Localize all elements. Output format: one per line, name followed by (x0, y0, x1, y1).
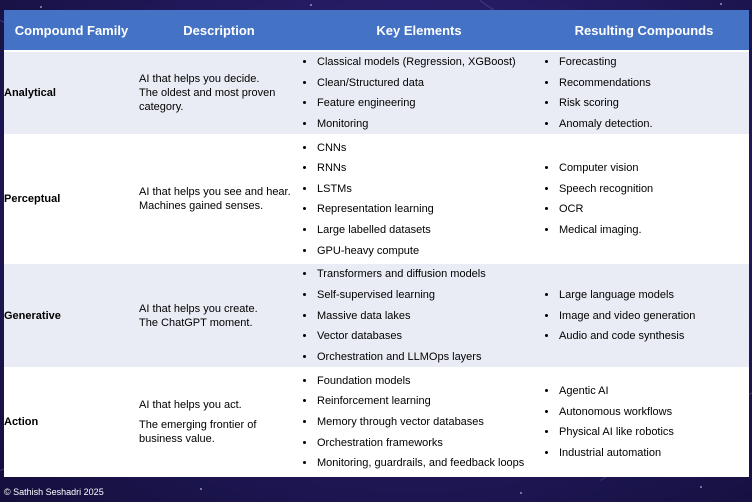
header-resulting-compounds: Resulting Compounds (539, 10, 749, 51)
list-item: Anomaly detection. (544, 114, 749, 135)
list-item: Orchestration frameworks (302, 433, 539, 454)
list-item: Computer vision (544, 158, 749, 179)
family-name: Generative (4, 263, 139, 368)
list-item: Monitoring (302, 114, 539, 135)
list-item: CNNs (302, 138, 539, 159)
header-description: Description (139, 10, 299, 51)
resulting-compounds-cell (539, 51, 749, 135)
list-item: Vector databases (302, 326, 539, 347)
key-elements-cell (299, 263, 539, 368)
list-item: Foundation models (302, 371, 539, 392)
list-item: RNNs (302, 158, 539, 179)
header-key-elements: Key Elements (299, 10, 539, 51)
list-item: Representation learning (302, 199, 539, 220)
header-compound-family: Compound Family (4, 10, 139, 51)
list-item: Image and video generation (544, 306, 749, 327)
resulting-compounds-cell (539, 368, 749, 476)
copyright-footer: © Sathish Seshadri 2025 (4, 487, 104, 497)
table-row-perceptual (4, 135, 749, 263)
list-item: Massive data lakes (302, 306, 539, 327)
key-elements-cell (299, 135, 539, 263)
list-item: GPU-heavy compute (302, 241, 539, 262)
list-item: Recommendations (544, 73, 749, 94)
key-elements-cell (299, 368, 539, 476)
list-item: Orchestration and LLMOps layers (302, 347, 539, 368)
family-description (139, 368, 299, 476)
list-item: LSTMs (302, 179, 539, 200)
list-item: Medical imaging. (544, 220, 749, 241)
table-row-analytical (4, 51, 749, 135)
compound-family-table (4, 10, 749, 477)
list-item: Risk scoring (544, 93, 749, 114)
list-item: Self-supervised learning (302, 285, 539, 306)
table-row-generative (4, 263, 749, 368)
list-item: Transformers and diffusion models (302, 264, 539, 285)
family-name: Action (4, 368, 139, 476)
description-line: Machines gained senses. (139, 200, 264, 213)
list-item: Large labelled datasets (302, 220, 539, 241)
list-item: Classical models (Regression, XGBoost) (302, 52, 539, 73)
list-item: Feature engineering (302, 93, 539, 114)
list-item: Forecasting (544, 52, 749, 73)
description-line: The ChatGPT moment. (139, 316, 253, 329)
description-line: AI that helps you decide. (139, 73, 260, 86)
list-item: Autonomous workflows (544, 402, 749, 423)
list-item: Agentic AI (544, 381, 749, 402)
list-item: Large language models (544, 285, 749, 306)
list-item: Memory through vector databases (302, 412, 539, 433)
description-line: AI that helps you see and hear. (139, 186, 291, 199)
resulting-compounds-cell (539, 263, 749, 368)
table-header-row (4, 10, 749, 51)
list-item: Clean/Structured data (302, 73, 539, 94)
description-line: AI that helps you create. (139, 302, 258, 315)
family-description (139, 51, 299, 135)
table-row-action (4, 368, 749, 476)
family-description (139, 135, 299, 263)
list-item: OCR (544, 199, 749, 220)
key-elements-cell (299, 51, 539, 135)
list-item: Industrial automation (544, 443, 749, 464)
family-description (139, 263, 299, 368)
list-item: Speech recognition (544, 179, 749, 200)
description-line: AI that helps you act. (139, 399, 242, 412)
list-item: Physical AI like robotics (544, 422, 749, 443)
family-name: Analytical (4, 51, 139, 135)
list-item: Audio and code synthesis (544, 326, 749, 347)
list-item: Reinforcement learning (302, 391, 539, 412)
list-item: Monitoring, guardrails, and feedback loops (302, 453, 539, 474)
family-name: Perceptual (4, 135, 139, 263)
resulting-compounds-cell (539, 135, 749, 263)
description-line: The oldest and most proven category. (139, 87, 276, 114)
description-line: The emerging frontier of business value. (139, 419, 257, 446)
